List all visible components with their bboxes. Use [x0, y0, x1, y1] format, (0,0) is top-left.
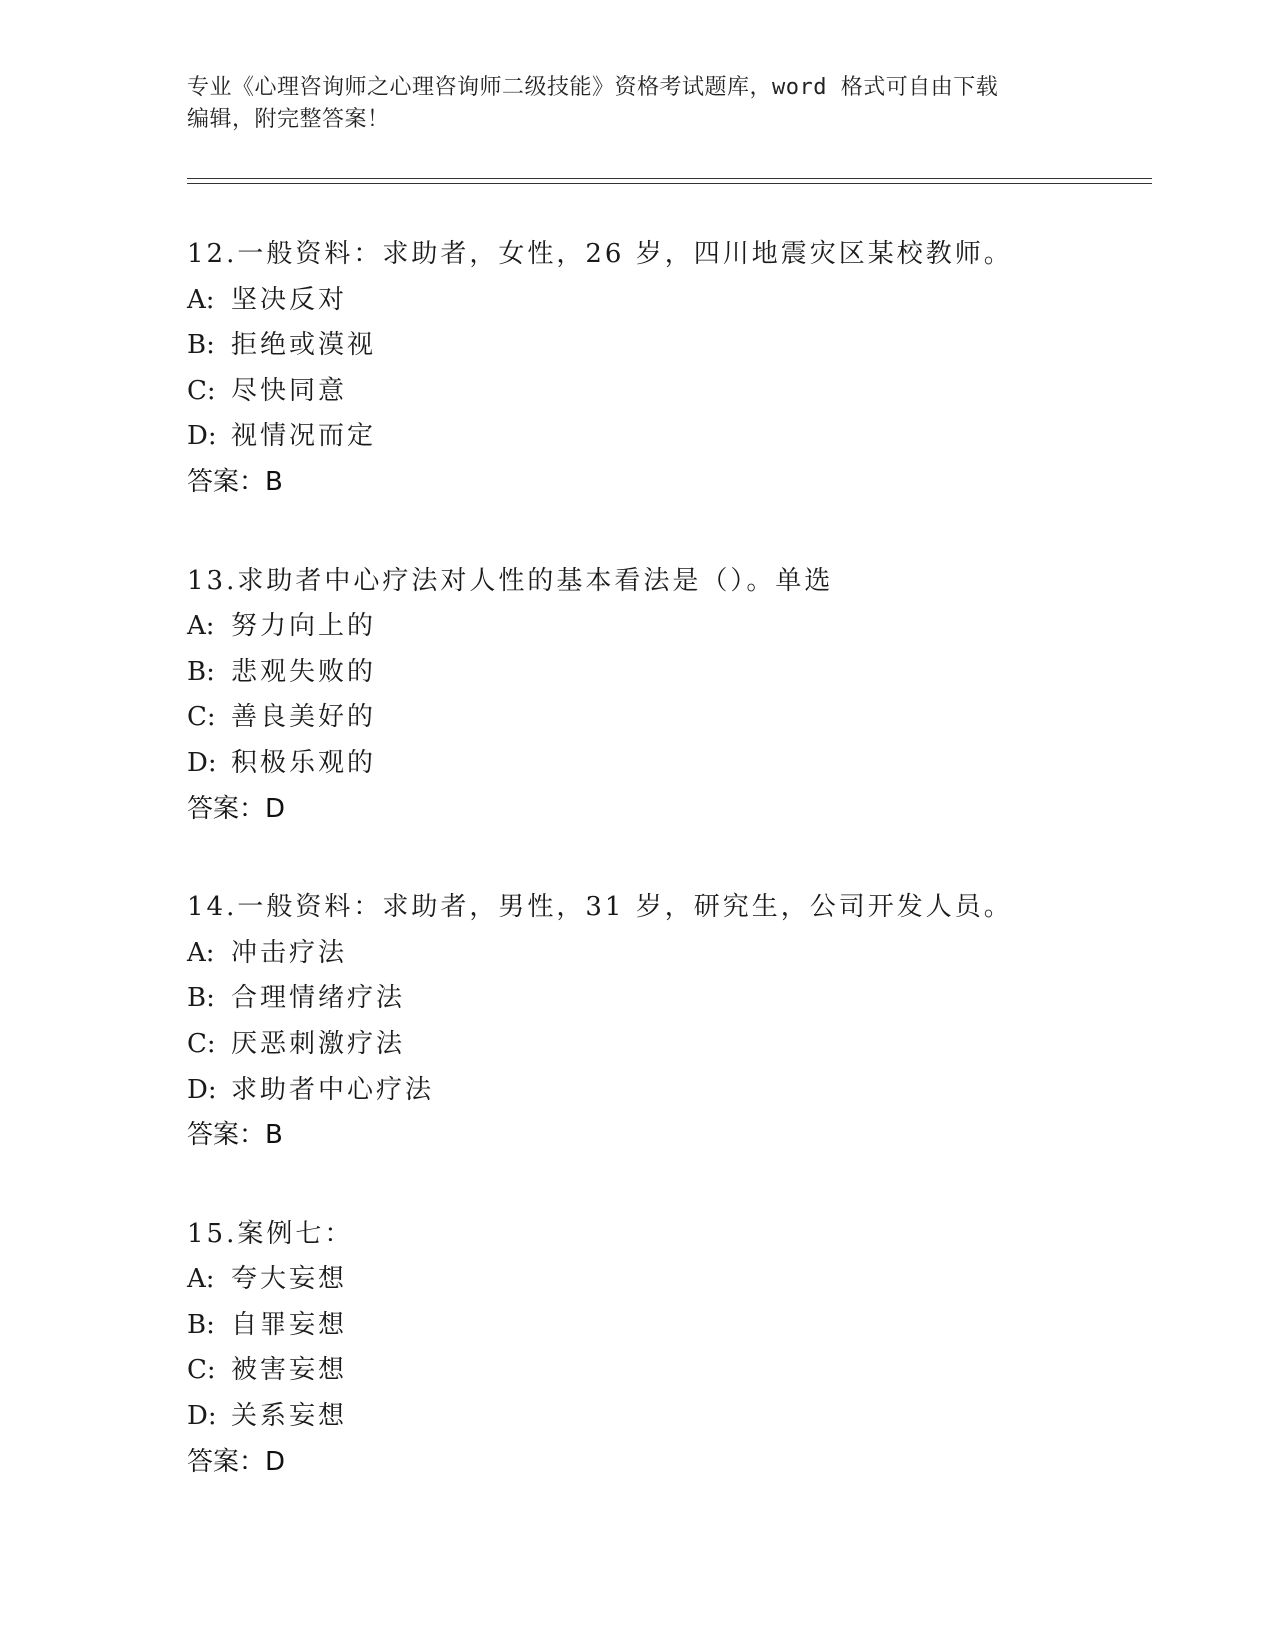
header-divider-bottom — [187, 183, 1152, 184]
question-15 — [187, 1212, 1147, 1486]
question-13 — [187, 559, 1147, 833]
question-list — [187, 232, 1147, 1538]
option-c — [187, 695, 1147, 741]
option-letter: B: — [187, 656, 215, 687]
question-text: 12.一般资料：求助者，女性，26 岁，四川地震灾区某校教师。 — [187, 239, 1013, 269]
option-text: 求助者中心疗法 — [231, 1074, 435, 1105]
answer: 答案：B — [187, 466, 283, 497]
option-text: 视情况而定 — [231, 421, 377, 452]
option-a — [187, 604, 1147, 650]
option-b — [187, 650, 1147, 696]
option-letter: C: — [187, 1028, 216, 1059]
option-text: 拒绝或漠视 — [231, 330, 377, 361]
option-letter: A: — [187, 284, 215, 315]
answer: 答案：D — [187, 793, 286, 824]
question-12 — [187, 232, 1147, 506]
option-c — [187, 369, 1147, 415]
question-text: 15.案例七： — [187, 1218, 354, 1249]
option-letter: D: — [187, 1401, 217, 1432]
option-letter: B: — [187, 983, 215, 1014]
option-text: 尽快同意 — [231, 375, 348, 406]
header-divider-top — [187, 178, 1152, 179]
option-d — [187, 741, 1147, 787]
option-d — [187, 1394, 1147, 1440]
option-text: 合理情绪疗法 — [231, 983, 406, 1014]
option-text: 厌恶刺激疗法 — [231, 1028, 406, 1059]
option-a — [187, 1257, 1147, 1303]
option-letter: C: — [187, 1355, 216, 1386]
option-b — [187, 1303, 1147, 1349]
option-b — [187, 976, 1147, 1022]
answer: 答案：D — [187, 1446, 286, 1477]
option-letter: C: — [187, 702, 216, 733]
option-a — [187, 931, 1147, 977]
option-text: 自罪妄想 — [231, 1309, 348, 1340]
option-text: 悲观失败的 — [231, 656, 377, 687]
option-d — [187, 1068, 1147, 1114]
option-text: 关系妄想 — [231, 1401, 348, 1432]
option-text: 被害妄想 — [231, 1355, 348, 1386]
header-line-1: 专业《心理咨询师之心理咨询师二级技能》资格考试题库，word 格式可自由下载 — [187, 75, 999, 100]
question-14 — [187, 885, 1147, 1159]
header-line-2: 编辑，附完整答案！ — [187, 107, 390, 132]
option-text: 善良美好的 — [231, 702, 377, 733]
option-letter: B: — [187, 1309, 215, 1340]
question-text: 14.一般资料：求助者，男性，31 岁，研究生，公司开发人员。 — [187, 892, 1013, 923]
option-c — [187, 1348, 1147, 1394]
option-a — [187, 278, 1147, 324]
option-letter: A: — [187, 1264, 215, 1295]
option-letter: D: — [187, 747, 217, 778]
option-b — [187, 323, 1147, 369]
option-letter: A: — [187, 611, 215, 642]
option-d — [187, 414, 1147, 460]
option-letter: B: — [187, 330, 215, 361]
option-letter: A: — [187, 937, 215, 968]
answer: 答案：B — [187, 1120, 283, 1151]
option-letter: C: — [187, 375, 216, 406]
document-header — [187, 72, 1087, 136]
option-text: 夸大妄想 — [231, 1264, 348, 1295]
option-text: 冲击疗法 — [231, 937, 348, 968]
question-text: 13.求助者中心疗法对人性的基本看法是（）。单选 — [187, 565, 834, 596]
option-c — [187, 1022, 1147, 1068]
option-letter: D: — [187, 421, 217, 452]
option-text: 努力向上的 — [231, 611, 377, 642]
option-text: 坚决反对 — [231, 284, 348, 315]
option-text: 积极乐观的 — [231, 747, 377, 778]
option-letter: D: — [187, 1074, 217, 1105]
